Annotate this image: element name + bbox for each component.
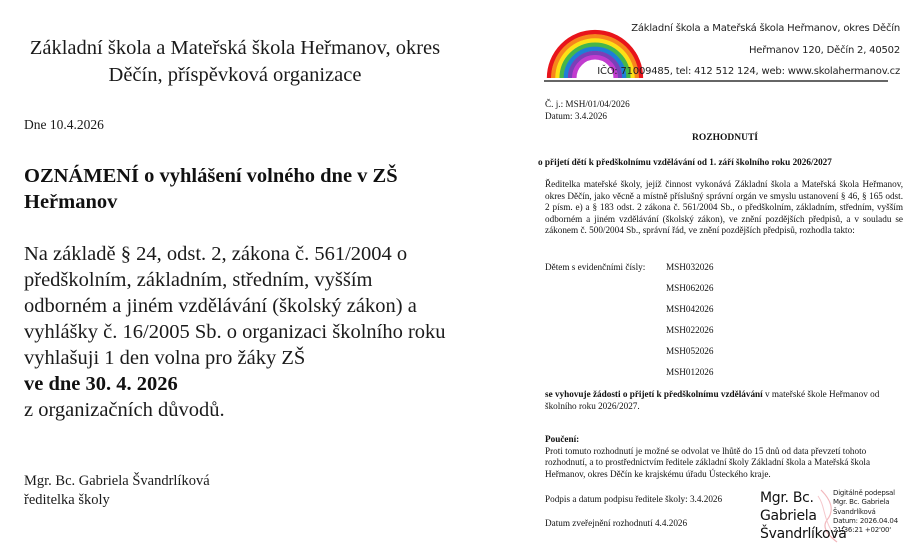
children-label: Dětem s evidenčními čísly:	[545, 262, 646, 272]
sig-name-line: Švandrlíková	[760, 526, 847, 542]
decision-paragraph: Ředitelka mateřské školy, jejíž činnost vykonává Základní škola a Mateřská škola Heřmanov, okres Děčín, jako věcně a místně příslušný správní orgán ve smyslu ustanovení § 46, § 165 odst. 2 písm. e) a § 183 odst. 2 zákona č. 561/2004 Sb., o předškolním, základním, středním, vyšším odborném a jiném vzdělávání (školský zákon), ve znění pozdějších předpisů, a v souladu se zákonem č. 500/2004 Sb., správní řád, ve znění pozdějších předpisů, rozhodla takto:	[545, 179, 903, 236]
notice-heading	[24, 163, 464, 215]
letterhead-contact: IČO: 71009485, tel: 412 512 124, web: www.skolahermanov.cz	[597, 66, 900, 77]
school-title	[0, 35, 470, 89]
sig-detail-line: 21:36:21 +02'00'	[833, 526, 891, 535]
decision-document	[530, 0, 920, 558]
body-line: odborném a jiném vzdělávání (školský zákon) a	[24, 295, 417, 317]
body-line: Na základě § 24, odst. 2, zákona č. 561/2004 o	[24, 243, 408, 265]
result-bold: se vyhovuje žádosti o přijetí k předškolnímu vzdělávání	[545, 389, 763, 399]
child-id: MSH062026	[666, 283, 714, 293]
sig-detail-line: Digitálně podepsal	[833, 489, 895, 497]
notice-body	[24, 241, 484, 423]
body-line: vyhlášky č. 16/2005 Sb. o organizaci školního roku	[24, 321, 446, 343]
child-id: MSH022026	[666, 325, 714, 335]
child-id: MSH032026	[666, 262, 714, 272]
instruction-block	[545, 434, 905, 480]
sig-detail-line: Švandrlíková	[833, 507, 876, 516]
reference-block	[545, 99, 630, 122]
publication-date: Datum zveřejnění rozhodnutí 4.4.2026	[545, 518, 688, 528]
notice-signature	[24, 472, 210, 510]
notice-heading-line2: Heřmanov	[24, 191, 118, 213]
body-line: předškolním, základním, středním, vyšším	[24, 269, 373, 291]
signature-date: Podpis a datum podpisu ředitele školy: 3.4.2026	[545, 494, 723, 504]
reason-line: z organizačních důvodů.	[24, 399, 225, 421]
child-id: MSH012026	[666, 367, 714, 377]
sig-detail-line: Mgr. Bc. Gabriela	[833, 498, 890, 507]
notice-date: Dne 10.4.2026	[24, 117, 104, 132]
signer-role: ředitelka školy	[24, 492, 110, 508]
day-off-date: ve dne 30. 4. 2026	[24, 373, 178, 395]
school-title-line1: Základní škola a Mateřská škola Heřmanov, okres	[29, 37, 441, 59]
digital-signature-details	[833, 489, 898, 535]
result-rest: v mateřské škole Heřmanov od školního roku 2026/2027.	[545, 389, 880, 411]
letterhead-divider	[544, 80, 888, 82]
instruction-text: Proti tomuto rozhodnutí je možné se odvolat ve lhůtě do 15 dnů od data převzetí tohoto rozhodnutí, a to prostřednictvím ředitele základní školy Základní škola a Mateřská škola Heřmanov, okres Děčín ke krajskému úřadu Ústeckého kraje.	[545, 445, 871, 479]
letterhead-address: Heřmanov 120, Děčín 2, 40502	[748, 45, 900, 56]
child-id: MSH042026	[666, 304, 714, 314]
notice-heading-line1: OZNÁMENÍ o vyhlášení volného dne v ZŠ	[24, 165, 398, 187]
school-title-line2: Děčín, příspěvková organizace	[108, 64, 362, 86]
letterhead-school-name: Základní škola a Mateřská škola Heřmanov, okres Děčín	[631, 23, 900, 34]
sig-name-line: Mgr. Bc.	[760, 490, 814, 506]
decision-result	[545, 389, 905, 412]
instruction-title: Poučení:	[545, 434, 580, 444]
body-line: vyhlašuji 1 den volna pro žáky ZŠ	[24, 347, 306, 369]
reference-number: Č. j.: MSH/01/04/2026	[545, 99, 630, 109]
decision-heading: ROZHODNUTÍ	[692, 133, 758, 143]
sig-name-line: Gabriela	[760, 508, 817, 524]
sig-detail-line: Datum: 2026.04.04	[833, 516, 898, 525]
reference-date: Datum: 3.4.2026	[545, 110, 608, 121]
child-id: MSH052026	[666, 346, 714, 356]
signer-name: Mgr. Bc. Gabriela Švandrlíková	[24, 473, 210, 489]
decision-subheading: o přijetí dětí k předškolnímu vzdělávání od 1. září školního roku 2026/2027	[538, 157, 832, 167]
